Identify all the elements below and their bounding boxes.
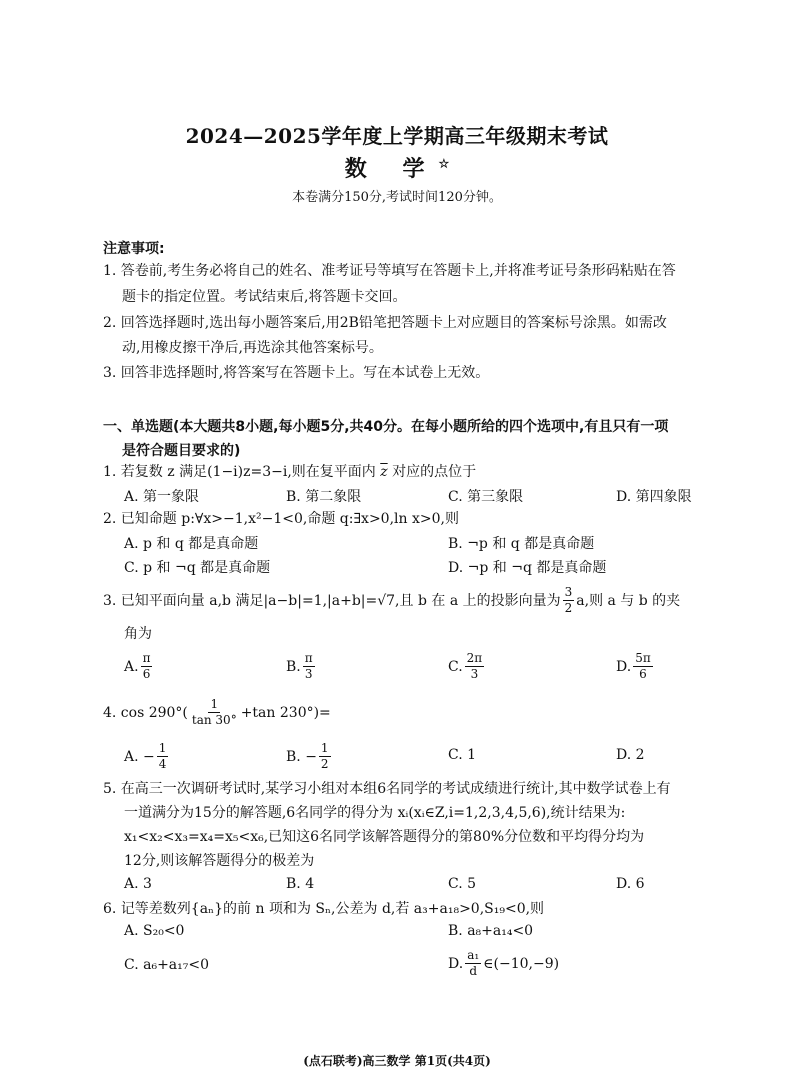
- q1-option-d: D. 第四象限: [616, 489, 692, 505]
- q3-stem-b: a,则 a 与 b 的夹: [576, 592, 681, 609]
- q3-frac-numerator: 3: [564, 585, 573, 599]
- notes-heading: 注意事项:: [103, 241, 165, 257]
- question-6-stem: 6. 记等差数列{aₙ}的前 n 项和为 Sₙ,公差为 d,若 a₃+a₁₈>0,S₁₉<0,则: [103, 901, 545, 917]
- q4-option-d: D. 2: [616, 747, 645, 763]
- q1-stem-a: 1. 若复数 z 满足(1−i)z=3−i,则在复平面内: [103, 464, 376, 480]
- q4-option-b: [286, 741, 333, 772]
- q3-a-den: 6: [142, 667, 151, 681]
- q1-option-c: C. 第三象限: [448, 489, 524, 505]
- q4-option-a: [124, 741, 170, 772]
- note-2-line-1: 2. 回答选择题时,选出每小题答案后,用2B铅笔把答题卡上对应题目的答案标号涂黑。如需改: [103, 315, 667, 331]
- section-1-line-1: 一、单选题(本大题共8小题,每小题5分,共40分。在每小题所给的四个选项中,有且只有一项: [103, 419, 669, 435]
- section-1-line-2: 是符合题目要求的): [122, 443, 241, 459]
- q5-option-d: D. 6: [616, 876, 645, 892]
- question-1-stem: [103, 460, 476, 484]
- q3-b-fraction: [303, 651, 315, 682]
- question-5-line-1: 5. 在高三一次调研考试时,某学习小组对本组6名同学的考试成绩进行统计,其中数学试卷上有: [103, 781, 671, 797]
- q6-option-d: [448, 948, 559, 979]
- q3-stem-a: 3. 已知平面向量 a,b 满足|a−b|=1,|a+b|=√7,且 b 在 a 上的投影向量为: [103, 592, 561, 609]
- q3-b-label: B.: [286, 658, 301, 675]
- subject-text: 数 学: [344, 156, 439, 182]
- q3-c-den: 3: [470, 667, 479, 681]
- subject-title: [0, 152, 794, 183]
- note-3: 3. 回答非选择题时,将答案写在答题卡上。写在本试卷上无效。: [103, 365, 490, 381]
- q4-a-num: 1: [158, 741, 167, 755]
- q3-option-c: [448, 651, 486, 682]
- question-5-line-4: 12分,则该解答题得分的极差为: [124, 853, 315, 869]
- question-5-line-2: 一道满分为15分的解答题,6名同学的得分为 xᵢ(xᵢ∈Z,i=1,2,3,4,5,6),统计结果为:: [124, 805, 626, 821]
- note-2-line-2: 动,用橡皮擦干净后,再选涂其他答案标号。: [122, 340, 383, 356]
- q6-d-fraction: [465, 948, 481, 979]
- q1-zbar: $\overline{z}$: [380, 464, 388, 480]
- q5-option-a: A. 3: [124, 876, 152, 892]
- q6-d-label: D.: [448, 955, 464, 972]
- q3-d-fraction: [633, 651, 653, 682]
- exam-title: 2024—2025学年度上学期高三年级期末考试: [185, 124, 609, 148]
- q2-option-c: C. p 和 ¬q 都是真命题: [124, 560, 271, 576]
- q3-d-num: 5π: [635, 651, 651, 665]
- q3-a-num: π: [142, 651, 151, 665]
- q6-option-a: A. S₂₀<0: [124, 923, 185, 939]
- q1-stem-b: 对应的点位于: [392, 464, 477, 480]
- q4-frac-den: tan 30°: [191, 713, 237, 727]
- q4-frac-num: 1: [210, 697, 219, 711]
- q2-option-d: D. ¬p 和 ¬q 都是真命题: [448, 560, 607, 576]
- q1-option-b: B. 第二象限: [286, 489, 362, 505]
- q3-d-den: 6: [639, 667, 647, 681]
- q4-b-label: B. −: [286, 748, 317, 765]
- q3-a-label: A.: [124, 658, 139, 675]
- subject-star-icon: ☆: [438, 156, 450, 171]
- q3-b-num: π: [304, 651, 313, 665]
- note-1-line-1: 1. 答卷前,考生务必将自己的姓名、准考证号等填写在答题卡上,并将准考证号条形码粘贴在答: [103, 263, 676, 279]
- question-2-stem: 2. 已知命题 p:∀x>−1,x²−1<0,命题 q:∃x>0,ln x>0,则: [103, 511, 459, 527]
- q4-a-fraction: [157, 741, 169, 772]
- q4-b-fraction: [319, 741, 331, 772]
- q3-b-den: 3: [304, 667, 313, 681]
- q3-d-label: D.: [616, 658, 632, 675]
- note-1-line-2: 题卡的指定位置。考试结束后,将答题卡交回。: [122, 289, 407, 305]
- q6-d-tail: ∈(−10,−9): [483, 955, 560, 972]
- q5-option-b: B. 4: [286, 876, 315, 892]
- q6-option-b: B. a₈+a₁₄<0: [448, 923, 534, 939]
- q4-option-c: C. 1: [448, 747, 477, 763]
- q3-stem-line-2: 角为: [124, 626, 152, 642]
- q3-a-fraction: [141, 651, 153, 682]
- q3-fraction: [563, 585, 575, 616]
- q4-b-den: 2: [320, 757, 329, 771]
- q4-stem-a: 4. cos 290°(: [103, 704, 188, 721]
- q2-option-a: A. p 和 q 都是真命题: [124, 536, 259, 552]
- q2-option-b: B. ¬p 和 q 都是真命题: [448, 536, 595, 552]
- q3-c-num: 2π: [466, 651, 483, 665]
- q4-a-label: A. −: [124, 748, 155, 765]
- q3-option-b: [286, 651, 317, 682]
- q6-option-c: C. a₆+a₁₇<0: [124, 957, 210, 973]
- q3-c-label: C.: [448, 658, 463, 675]
- q3-frac-denominator: 2: [564, 601, 573, 615]
- question-5-line-3: x₁<x₂<x₃=x₄=x₅<x₆,已知这6名同学该解答题得分的第80%分位数和平均得分均为: [124, 829, 645, 845]
- page-footer: (点石联考)高三数学 第1页(共4页): [303, 1054, 491, 1068]
- question-3-stem: [103, 585, 680, 616]
- q4-a-den: 4: [158, 757, 167, 771]
- q6-d-num: a₁: [467, 948, 480, 962]
- q3-option-a: [124, 651, 154, 682]
- question-4-stem: [103, 697, 331, 728]
- q5-option-c: C. 5: [448, 876, 477, 892]
- q4-b-num: 1: [320, 741, 329, 755]
- q4-fraction: [190, 697, 239, 728]
- q1-option-a: A. 第一象限: [124, 489, 200, 505]
- q4-stem-b: +tan 230°)=: [240, 704, 331, 721]
- q3-option-d: [616, 651, 655, 682]
- q6-d-den: d: [469, 964, 478, 978]
- q3-c-fraction: [465, 651, 485, 682]
- exam-info: 本卷满分150分,考试时间120分钟。: [292, 190, 502, 205]
